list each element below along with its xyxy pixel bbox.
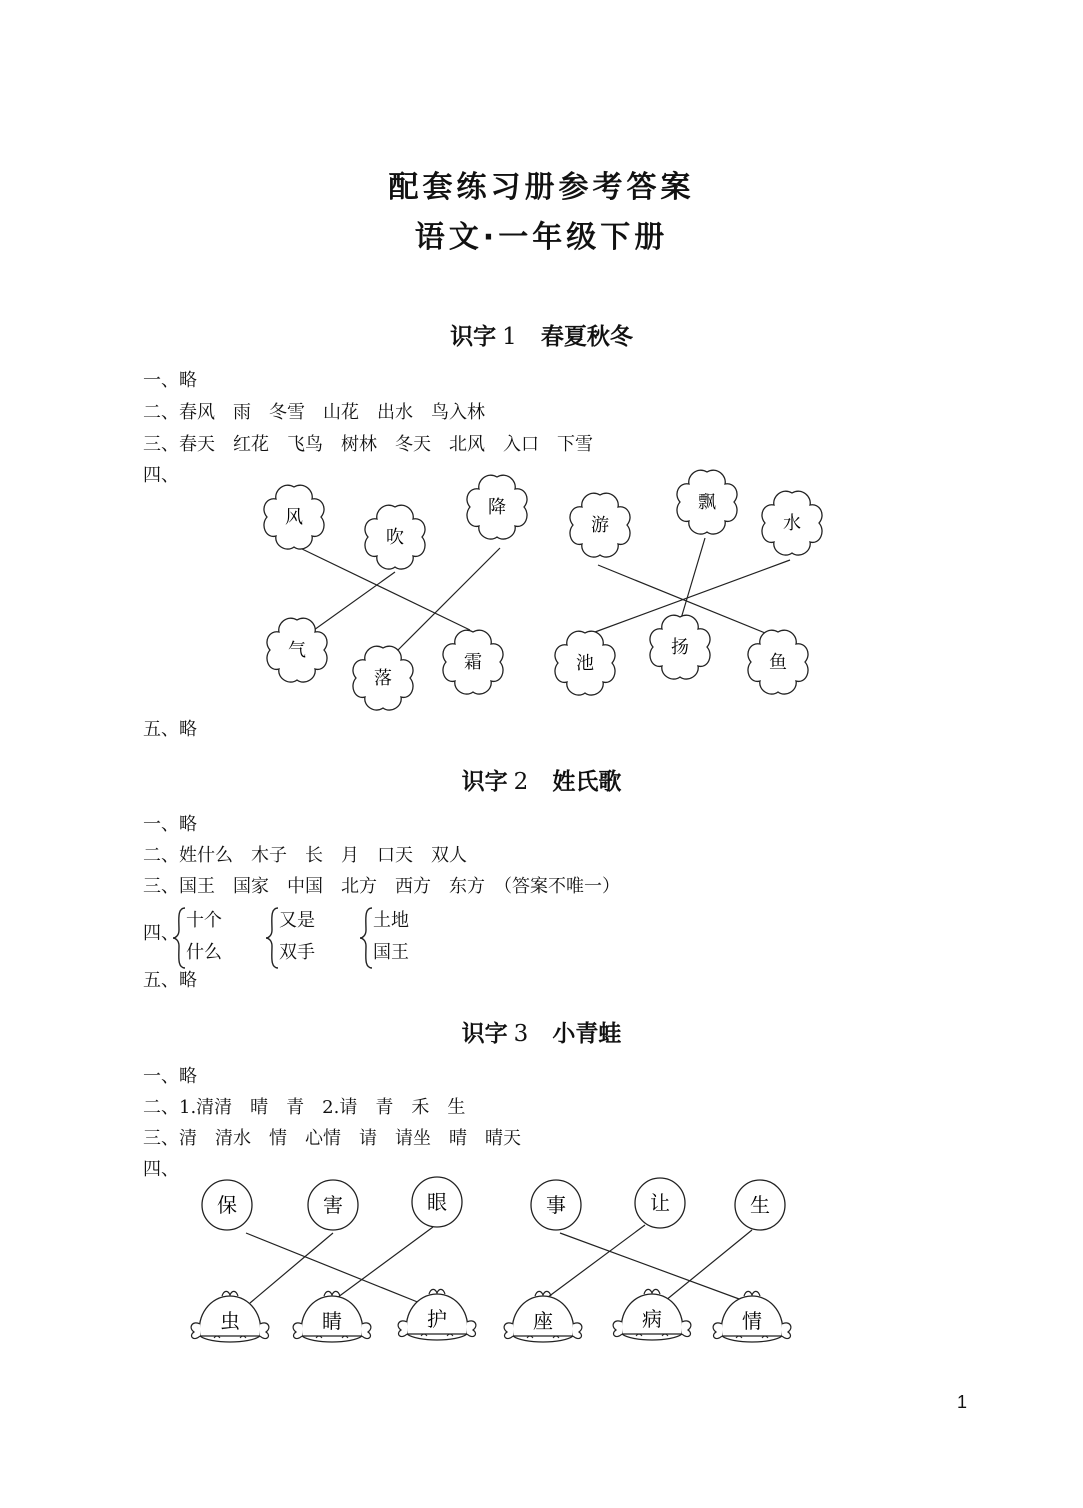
svg-text:落: 落 xyxy=(374,668,392,689)
flower-bottom-left-3 xyxy=(443,630,503,694)
s2-answer-3: 三、国王 国家 中国 北方 西方 东方 （答案不唯一） xyxy=(143,876,620,897)
svg-text:生: 生 xyxy=(750,1193,770,1217)
s1-answer-1: 一、略 xyxy=(143,370,197,391)
flower-top-right-2 xyxy=(677,470,737,534)
svg-text:护: 护 xyxy=(427,1307,447,1331)
s2-group-2-top: 又是 xyxy=(279,910,315,931)
s3-matching-diagram xyxy=(0,1170,1083,1370)
circle-top-left-3 xyxy=(412,1177,462,1227)
section-3-number: 3 xyxy=(513,1021,529,1047)
section-2-label: 识字 xyxy=(461,769,508,795)
svg-text:眼: 眼 xyxy=(427,1190,447,1214)
flower-top-left-2 xyxy=(365,505,425,569)
s3-answer-4-label: 四、 xyxy=(143,1159,179,1180)
svg-text:吹: 吹 xyxy=(386,527,404,548)
svg-text:鱼: 鱼 xyxy=(769,652,787,673)
svg-text:睛: 睛 xyxy=(322,1309,342,1333)
bird-bottom-left-3 xyxy=(398,1289,476,1340)
svg-text:座: 座 xyxy=(533,1309,553,1333)
flower-top-right-1 xyxy=(570,493,630,557)
circle-top-right-1 xyxy=(531,1180,581,1230)
section-2-heading xyxy=(0,763,1083,796)
s1-answer-2: 二、春风 雨 冬雪 山花 出水 鸟入林 xyxy=(143,402,485,423)
flower-top-right-3 xyxy=(762,491,822,555)
flower-bottom-left-2 xyxy=(353,646,413,710)
svg-text:霜: 霜 xyxy=(464,652,482,673)
s3-connection-lines xyxy=(246,1225,752,1305)
bird-bottom-right-2 xyxy=(613,1289,691,1340)
page-title: 配套练习册参考答案 xyxy=(388,170,695,205)
s1-answer-5: 五、略 xyxy=(143,719,197,740)
bird-bottom-right-1 xyxy=(504,1291,582,1342)
s2-answer-2: 二、姓什么 木子 长 月 口天 双人 xyxy=(143,845,467,866)
s1-answer-4-label: 四、 xyxy=(143,465,179,486)
section-3-label: 识字 xyxy=(461,1021,508,1047)
flower-top-left-1 xyxy=(264,485,324,549)
circle-top-right-3 xyxy=(735,1180,785,1230)
section-3-heading xyxy=(0,1015,1083,1048)
svg-text:情: 情 xyxy=(742,1309,762,1333)
s1-matching-diagram xyxy=(0,460,1083,720)
s2-group-1-bottom: 什么 xyxy=(186,942,222,963)
s3-answer-1: 一、略 xyxy=(143,1066,197,1087)
svg-text:池: 池 xyxy=(576,653,594,674)
s1-answer-3: 三、春天 红花 飞鸟 树林 冬天 北风 入口 下雪 xyxy=(143,434,593,455)
svg-text:病: 病 xyxy=(642,1307,662,1331)
s2-answer-5: 五、略 xyxy=(143,970,197,991)
svg-text:飘: 飘 xyxy=(698,492,716,513)
section-3-name: 小青蛙 xyxy=(552,1021,622,1047)
svg-text:害: 害 xyxy=(323,1193,343,1217)
s2-group-2-bottom: 双手 xyxy=(279,942,315,963)
svg-text:事: 事 xyxy=(546,1193,566,1217)
svg-text:降: 降 xyxy=(488,497,506,518)
s2-group-3-top: 土地 xyxy=(373,910,409,931)
svg-text:虫: 虫 xyxy=(220,1309,240,1333)
section-2-number: 2 xyxy=(513,769,529,795)
section-1-name: 春夏秋冬 xyxy=(540,324,633,350)
s3-answer-3: 三、清 清水 情 心情 请 请坐 晴 晴天 xyxy=(143,1128,521,1149)
s2-answer-4-label: 四、 xyxy=(143,923,179,944)
svg-text:让: 让 xyxy=(650,1191,670,1215)
svg-text:风: 风 xyxy=(285,507,303,528)
s2-group-1-top: 十个 xyxy=(186,910,222,931)
circle-top-right-2 xyxy=(635,1178,685,1228)
svg-text:扬: 扬 xyxy=(671,637,689,658)
circle-top-left-1 xyxy=(202,1180,252,1230)
flower-top-left-3 xyxy=(467,475,527,539)
flower-bottom-right-1 xyxy=(555,631,615,695)
svg-text:水: 水 xyxy=(783,513,801,534)
svg-text:气: 气 xyxy=(288,640,306,661)
section-1-number: 1 xyxy=(502,324,517,350)
s3-answer-2: 二、1.清清 晴 青 2.请 青 禾 生 xyxy=(143,1097,466,1118)
section-2-name: 姓氏歌 xyxy=(552,769,622,795)
page-number: 1 xyxy=(957,1392,968,1412)
section-1-heading xyxy=(0,318,1083,351)
svg-text:游: 游 xyxy=(591,515,609,536)
circle-top-left-2 xyxy=(308,1180,358,1230)
bird-bottom-right-3 xyxy=(713,1291,791,1342)
bird-bottom-left-1 xyxy=(191,1291,269,1342)
bird-bottom-left-2 xyxy=(293,1291,371,1342)
svg-text:保: 保 xyxy=(217,1193,237,1217)
page-subtitle: 语文·一年级下册 xyxy=(414,220,669,255)
section-1-label: 识字 xyxy=(450,324,497,350)
s2-answer-1: 一、略 xyxy=(143,814,197,835)
s2-group-3-bottom: 国王 xyxy=(373,942,409,963)
flower-bottom-right-3 xyxy=(748,630,808,694)
flower-bottom-right-2 xyxy=(650,615,710,679)
